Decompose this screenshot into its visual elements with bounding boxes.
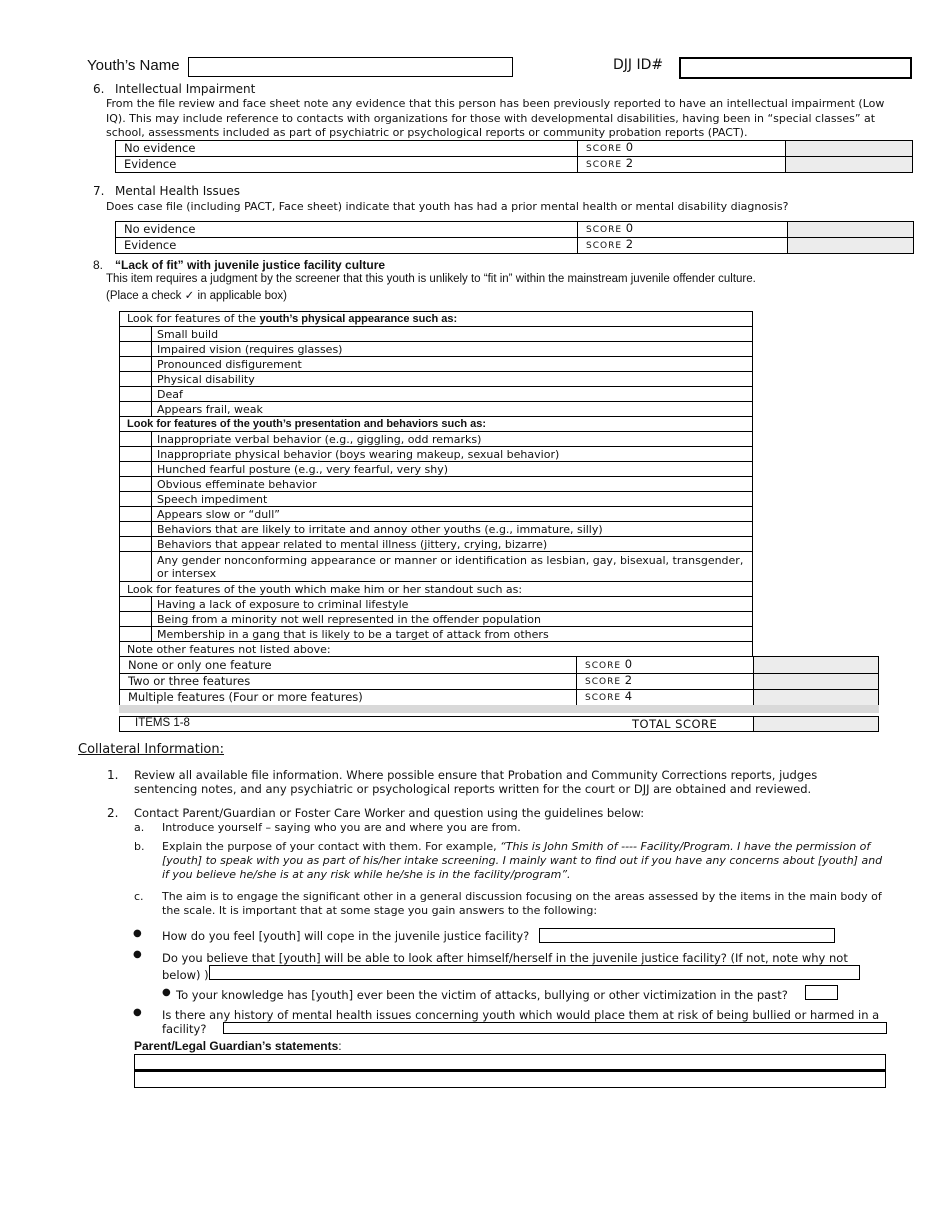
item7-description: Does case file (including PACT, Face sheet) indicate that youth has had a prior mental health or mental disability diagnosis?	[106, 200, 789, 213]
checklist-item: Obvious effeminate behavior	[152, 477, 753, 492]
item7-row-entry[interactable]	[788, 238, 914, 254]
group1-header-plain: Look for features of the	[127, 312, 260, 325]
item7-row	[116, 238, 914, 254]
group3-header: Look for features of the youth which make him or her standout such as:	[120, 582, 753, 597]
item8-row-label: None or only one feature	[120, 657, 577, 674]
question-2-input[interactable]	[209, 965, 860, 980]
djj-id-input[interactable]	[679, 57, 912, 79]
checklist-row	[120, 507, 753, 522]
group1-header-bold: youth’s physical appearance such as:	[259, 313, 458, 325]
checkbox[interactable]	[120, 447, 152, 462]
checklist-item: Being from a minority not well represented in the offender population	[152, 612, 753, 627]
score-value: 2	[625, 156, 634, 170]
checkbox[interactable]	[120, 492, 152, 507]
item6-title: Intellectual Impairment	[115, 82, 256, 96]
sub-b-text	[162, 840, 884, 882]
sub-b-plain: Explain the purpose of your contact with them. For example,	[162, 840, 501, 853]
checklist-row	[120, 552, 753, 582]
sub-b-example: “This is John Smith of ---- Facility/Program. I have the permission of [youth] to speak with you as part of his/her intake screening. I mainly want to find out if you have any concerns about [youth] and if you believe he/she is at any risk while he/she is in the facility/program”.	[162, 840, 883, 881]
total-score-row	[119, 716, 879, 732]
score-word: SCORE	[585, 660, 622, 671]
checklist-item: Physical disability	[152, 372, 753, 387]
item8-row-score	[577, 657, 754, 674]
checkbox[interactable]	[120, 387, 152, 402]
checkbox[interactable]	[120, 462, 152, 477]
sub-c-text: The aim is to engage the significant other in a general discussion focusing on the areas assessed by the items in the main body of the scale. It is important that at some stage you gain answers to the following:	[162, 890, 882, 917]
youth-name-input[interactable]	[188, 57, 513, 77]
checklist-row	[120, 522, 753, 537]
item8-instruction: (Place a check ✓ in applicable box)	[106, 290, 287, 302]
checklist-header	[120, 582, 753, 597]
item6-row-score	[578, 141, 786, 157]
item8-checklist	[119, 311, 753, 657]
item6-row	[116, 141, 913, 157]
question-1-input[interactable]	[539, 928, 835, 943]
collateral-heading: Collateral Information:	[78, 742, 225, 757]
item6-description: From the file review and face sheet note any evidence that this person has been previously reported to have an intellectual impairment (Low IQ). This may include reference to contacts with organizations for those with developmental disabilities, having been in “special classes” at school, assessments included as part of psychiatric or psychological reports or community probation reports (PACT).	[106, 97, 885, 139]
item8-row	[120, 657, 879, 674]
bullet-icon: ●	[162, 987, 171, 998]
checklist-row	[120, 432, 753, 447]
checklist-row	[120, 402, 753, 417]
youth-name-label: Youth’s Name	[87, 57, 180, 74]
checkbox[interactable]	[120, 372, 152, 387]
checklist-row	[120, 477, 753, 492]
item6-row	[116, 157, 913, 173]
checklist-item: Any gender nonconforming appearance or manner or identification as lesbian, gay, bisexual, transgender, or intersex	[152, 552, 753, 582]
score-value: 2	[625, 237, 634, 251]
item7-number: 7.	[93, 184, 105, 198]
checklist-row	[120, 492, 753, 507]
item6-score-table	[115, 140, 913, 173]
checkbox[interactable]	[120, 477, 152, 492]
item8-row-entry[interactable]	[754, 690, 879, 706]
item7-heading	[93, 184, 240, 198]
item7-score-table	[115, 221, 914, 254]
bullet-icon: ●	[133, 949, 142, 960]
checklist-item: Deaf	[152, 387, 753, 402]
point1-number: 1.	[107, 768, 119, 782]
point2-text: Contact Parent/Guardian or Foster Care Worker and question using the guidelines below:	[134, 806, 645, 820]
score-word: SCORE	[586, 241, 623, 251]
item6-row-entry[interactable]	[786, 157, 913, 173]
item7-row-label: No evidence	[116, 222, 578, 238]
checklist-row	[120, 342, 753, 357]
statements-colon: :	[338, 1039, 342, 1053]
item8-row-entry[interactable]	[754, 674, 879, 690]
score-value: 4	[624, 689, 633, 703]
djj-id-label: DJJ ID#	[613, 57, 664, 73]
statements-input-line-1[interactable]	[134, 1054, 886, 1071]
group1-header	[120, 312, 753, 327]
bullet-icon: ●	[133, 1007, 142, 1018]
score-value: 0	[625, 140, 634, 154]
checklist-row	[120, 627, 753, 642]
question-4-input[interactable]	[223, 1022, 887, 1034]
checklist-item: Appears slow or “dull”	[152, 507, 753, 522]
checklist-row	[120, 357, 753, 372]
statements-input-line-2[interactable]	[134, 1071, 886, 1088]
item7-row-score	[578, 238, 788, 254]
separator-band	[119, 705, 879, 713]
checklist-row	[120, 327, 753, 342]
checklist-row	[120, 462, 753, 477]
checklist-item: Inappropriate verbal behavior (e.g., giggling, odd remarks)	[152, 432, 753, 447]
group2-header: Look for features of the youth’s presentation and behaviors such as:	[120, 417, 753, 432]
item6-row-entry[interactable]	[786, 141, 913, 157]
score-word: SCORE	[586, 225, 623, 235]
item7-row-entry[interactable]	[788, 222, 914, 238]
checklist-item: Appears frail, weak	[152, 402, 753, 417]
question-3: To your knowledge has [youth] ever been the victim of attacks, bullying or other victimization in the past?	[176, 988, 788, 1002]
total-score-entry[interactable]	[754, 717, 878, 731]
sub-c-letter: c.	[134, 890, 144, 903]
item6-number: 6.	[93, 82, 105, 96]
item7-row-label: Evidence	[116, 238, 578, 254]
bullet-icon: ●	[133, 928, 142, 939]
item8-row-label: Two or three features	[120, 674, 577, 690]
item6-heading	[93, 82, 255, 96]
score-value: 2	[624, 673, 633, 687]
checklist-item: Behaviors that appear related to mental illness (jittery, crying, bizarre)	[152, 537, 753, 552]
item8-row	[120, 674, 879, 690]
checklist-row	[120, 537, 753, 552]
score-value: 0	[624, 656, 633, 671]
checkbox[interactable]	[120, 432, 152, 447]
checkbox[interactable]	[120, 537, 152, 552]
items-label: ITEMS 1-8	[135, 717, 190, 729]
item8-row-label: Multiple features (Four or more features)	[120, 690, 577, 706]
sub-a-letter: a.	[134, 821, 145, 834]
checklist-header	[120, 417, 753, 432]
checkbox[interactable]	[120, 612, 152, 627]
checklist-item: Hunched fearful posture (e.g., very fearful, very shy)	[152, 462, 753, 477]
checkbox[interactable]	[120, 357, 152, 372]
item8-row-entry[interactable]	[754, 657, 879, 674]
checklist-item: Behaviors that are likely to irritate and annoy other youths (e.g., immature, silly)	[152, 522, 753, 537]
item6-row-score	[578, 157, 786, 173]
item8-title: “Lack of fit” with juvenile justice facility culture	[115, 258, 386, 272]
checklist-row	[120, 447, 753, 462]
total-score-label: TOTAL SCORE	[632, 717, 718, 731]
item8-number: 8.	[93, 258, 104, 272]
score-word: SCORE	[585, 677, 622, 687]
item8-row	[120, 690, 879, 706]
sub-a-text: Introduce yourself – saying who you are and where you are from.	[162, 821, 521, 834]
item7-row-score	[578, 222, 788, 238]
checklist-row	[120, 387, 753, 402]
point2-number: 2.	[107, 806, 119, 820]
checkbox[interactable]	[120, 402, 152, 417]
checklist-row	[120, 612, 753, 627]
sub-b-letter: b.	[134, 840, 145, 853]
checklist-item: Pronounced disfigurement	[152, 357, 753, 372]
score-word: SCORE	[586, 144, 623, 154]
checklist-note	[120, 642, 753, 657]
item6-row-label: Evidence	[116, 157, 578, 173]
checklist-item: Inappropriate physical behavior (boys wearing makeup, sexual behavior)	[152, 447, 753, 462]
checklist-item: Membership in a gang that is likely to be a target of attack from others	[152, 627, 753, 642]
item8-row-score	[577, 674, 754, 690]
item7-row	[116, 222, 914, 238]
question-1: How do you feel [youth] will cope in the juvenile justice facility?	[162, 929, 530, 943]
checklist-item: Having a lack of exposure to criminal lifestyle	[152, 597, 753, 612]
item8-row-score	[577, 690, 754, 706]
checkbox[interactable]	[120, 342, 152, 357]
item8-description: This item requires a judgment by the screener that this youth is unlikely to “fit in” within the mainstream juvenile offender culture.	[106, 273, 756, 285]
item6-row-label: No evidence	[116, 141, 578, 157]
item8-score-table	[119, 656, 879, 706]
question-4: Is there any history of mental health issues concerning youth which would place them at risk of being bullied or harmed in a facility?	[162, 1008, 880, 1036]
checklist-item: Impaired vision (requires glasses)	[152, 342, 753, 357]
point1-text: Review all available file information. Where possible ensure that Probation and Community Corrections reports, judges sentencing notes, and any psychiatric or psychological reports written for the court or DJJ are obtained and reviewed.	[134, 768, 818, 796]
checkbox[interactable]	[120, 552, 152, 582]
other-features-note: Note other features not listed above:	[120, 642, 753, 657]
checkbox[interactable]	[120, 597, 152, 612]
checklist-item: Small build	[152, 327, 753, 342]
checklist-row	[120, 372, 753, 387]
question-2: Do you believe that [youth] will be able to look after himself/herself in the juvenile justice facility? (If not, note why not below) )	[162, 951, 848, 982]
question-3-input[interactable]	[805, 985, 838, 1000]
score-word: SCORE	[585, 693, 622, 703]
checklist-row	[120, 597, 753, 612]
checkbox[interactable]	[120, 507, 152, 522]
checkbox[interactable]	[120, 627, 152, 642]
checklist-header	[120, 312, 753, 327]
checklist-item: Speech impediment	[152, 492, 753, 507]
statements-label-text: Parent/Legal Guardian’s statements	[134, 1039, 339, 1053]
checkbox[interactable]	[120, 522, 152, 537]
score-value: 0	[625, 221, 634, 235]
item7-title: Mental Health Issues	[115, 184, 241, 198]
checkbox[interactable]	[120, 327, 152, 342]
item8-heading	[93, 258, 385, 272]
statements-label	[134, 1039, 342, 1053]
score-word: SCORE	[586, 160, 623, 170]
